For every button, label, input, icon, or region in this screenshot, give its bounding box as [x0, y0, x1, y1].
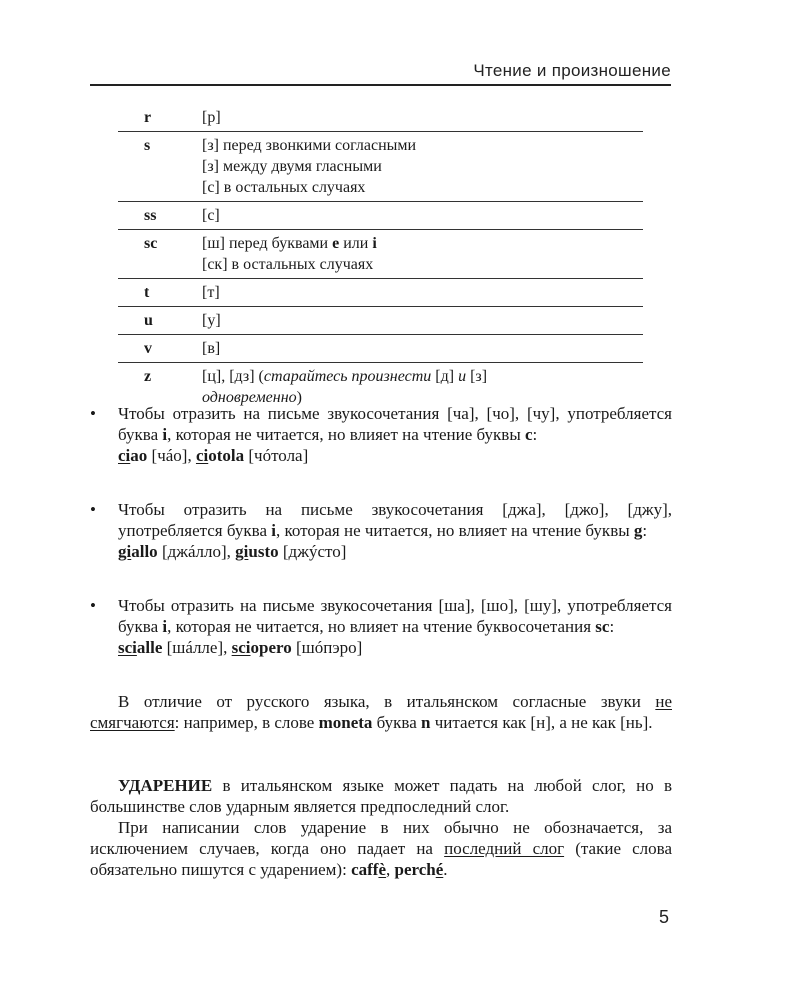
sound-line: [ц], [дз] (старайтесь произнести [д] и [з] — [202, 368, 488, 385]
bullet-paragraph-gi: Чтобы отразить на письме звукосочетания [джа], [джо], [джу], употребляется буква i, которая не читается, но влияет на чтение буквы g: giallo [джáлло], giusto [джýсто] — [118, 500, 672, 561]
pronunciation-table — [118, 104, 643, 411]
letter-cell: u — [144, 312, 153, 329]
bullet-paragraph-sci: Чтобы отразить на письме звукосочетания [ша], [шо], [шу], употребляется буква i, которая не читается, но влияет на чтение буквосочетания sc: scialle [шáлле], sciopero [шóпэро] — [118, 596, 672, 657]
sound-line: [з] перед звонкими согласными — [202, 137, 417, 154]
letter-cell: v — [144, 340, 152, 357]
header-rule — [90, 84, 671, 86]
sound-cell — [202, 335, 643, 363]
letter-cell: s — [144, 137, 151, 154]
sound-line: [ш] перед буквами e или i — [202, 235, 377, 252]
paragraph-stress: УДАРЕНИЕ в итальянском языке может падать на любой слог, но в большинстве слов ударным является предпоследний слог. — [90, 776, 672, 816]
sound-cell — [202, 202, 643, 230]
sound-cell — [202, 230, 643, 279]
sound-line: [ск] в остальных случаях — [202, 256, 374, 273]
sound-cell — [202, 279, 643, 307]
letter-cell: r — [144, 109, 152, 126]
sound-line: [в] — [202, 340, 221, 357]
example-words: giallo [джáлло], giusto [джýсто] — [118, 542, 347, 561]
table-row — [118, 104, 643, 132]
table-row — [118, 230, 643, 279]
example-words: ciao [чáо], ciotola [чóтола] — [118, 446, 309, 465]
table-row — [118, 132, 643, 202]
table-row — [118, 307, 643, 335]
bullet-paragraph-ci: Чтобы отразить на письме звукосочетания [ча], [чо], [чу], употребляется буква i, которая не читается, но влияет на чтение буквы c: ciao [чáо], ciotola [чóтола] — [118, 404, 672, 465]
paragraph-accent-writing: При написании слов ударение в них обычно не обозначается, за исключением случаев, когда оно падает на последний слог (такие слова обязательно пишутся с ударением): caffè, perché. — [90, 818, 673, 879]
sound-line: [т] — [202, 284, 220, 301]
example-words: scialle [шáлле], sciopero [шóпэро] — [118, 638, 363, 657]
sound-cell — [202, 132, 643, 202]
bullet-marker: • — [90, 404, 96, 423]
bullet-marker: • — [90, 500, 96, 519]
page-number: 5 — [658, 907, 669, 927]
letter-cell: ss — [144, 207, 157, 224]
sound-cell — [202, 104, 643, 132]
table-row — [118, 335, 643, 363]
letter-cell: sc — [144, 235, 158, 252]
paragraph-consonants: В отличие от русского языка, в итальянском согласные звуки не смягчаются: например, в слове moneta буква n читается как [н], а не как [нь]. — [90, 692, 672, 732]
sound-line: [р] — [202, 109, 221, 126]
sound-line: [с] — [202, 207, 220, 224]
sound-cell — [202, 307, 643, 335]
running-header: Чтение и произношение — [473, 61, 671, 80]
sound-line: [с] в остальных случаях — [202, 179, 366, 196]
letter-cell: z — [144, 368, 152, 385]
letter-cell: t — [144, 284, 150, 301]
table-row — [118, 279, 643, 307]
sound-line: одновременно) — [202, 389, 302, 406]
sound-line: [з] между двумя гласными — [202, 158, 382, 175]
bullet-marker: • — [90, 596, 96, 615]
sound-line: [у] — [202, 312, 221, 329]
table-row — [118, 202, 643, 230]
